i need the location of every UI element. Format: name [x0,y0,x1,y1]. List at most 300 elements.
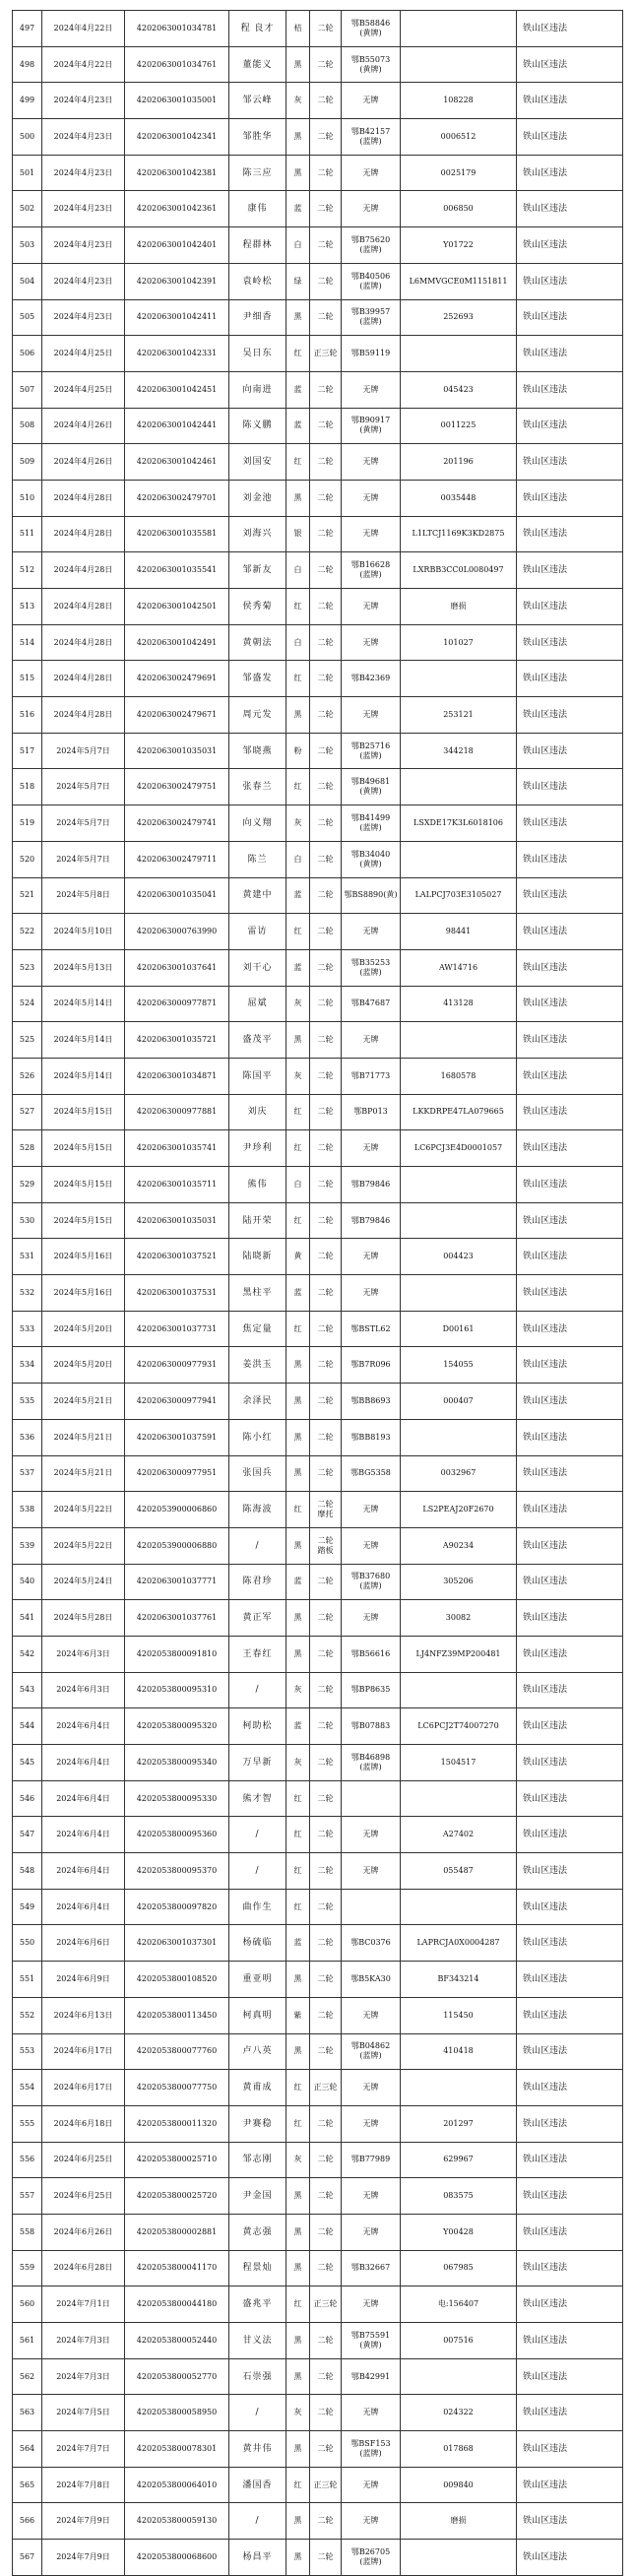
cell-owner-name: 邹胜华 [229,119,286,156]
cell-color: 黑 [286,2431,310,2468]
cell-vehicle-type: 二轮 [310,227,342,264]
cell-owner-name: 潘国香 [229,2467,286,2503]
cell-row-index: 510 [13,480,42,516]
cell-location: 铁山区违法 [517,1492,623,1528]
cell-vehicle-type: 二轮 [310,1239,342,1275]
table-row [13,1492,623,1528]
cell-location: 铁山区违法 [517,1419,623,1455]
cell-owner-name: 万早新 [229,1745,286,1781]
cell-owner-name: 黄朝法 [229,624,286,661]
cell-case-number: 4202063001042331 [125,336,229,372]
cell-plate: 鄂B25716 (蓝牌) [342,733,401,769]
cell-color: 红 [286,336,310,372]
cell-row-index: 509 [13,444,42,481]
cell-location: 铁山区违法 [517,1853,623,1890]
cell-case-number: 4202053800095330 [125,1780,229,1817]
cell-case-number: 4202063001042391 [125,263,229,299]
cell-vehicle-type: 二轮 [310,83,342,119]
cell-color: 灰 [286,1745,310,1781]
cell-frame-number [401,841,517,877]
cell-case-number: 4202063001035031 [125,733,229,769]
cell-frame-number [401,1780,517,1817]
cell-color: 红 [286,1492,310,1528]
cell-vehicle-type: 二轮 [310,1962,342,1998]
cell-vehicle-type: 二轮 [310,2323,342,2359]
cell-location: 铁山区违法 [517,1672,623,1708]
cell-owner-name: 程 良才 [229,11,286,47]
cell-location: 铁山区违法 [517,1058,623,1094]
cell-color: 蓝 [286,191,310,227]
cell-color: 黑 [286,1347,310,1384]
cell-date: 2024年5月7日 [42,805,125,842]
cell-frame-number: LS2PEAJ20F2670 [401,1492,517,1528]
cell-date: 2024年4月23日 [42,119,125,156]
cell-vehicle-type: 二轮 [310,2431,342,2468]
cell-owner-name: / [229,1527,286,1564]
cell-date: 2024年5月20日 [42,1347,125,1384]
cell-frame-number: 083575 [401,2178,517,2215]
table-row [13,2142,623,2178]
cell-frame-number: 007516 [401,2323,517,2359]
cell-plate: 无牌 [342,697,401,734]
cell-vehicle-type: 二轮 [310,1275,342,1312]
cell-case-number: 4202063002479701 [125,480,229,516]
cell-date: 2024年4月28日 [42,697,125,734]
cell-plate: 无牌 [342,1527,401,1564]
cell-owner-name: 柯助松 [229,1708,286,1745]
cell-plate: 鄂B75620 (蓝牌) [342,227,401,264]
cell-row-index: 563 [13,2395,42,2431]
cell-plate: 鄂B39957 (蓝牌) [342,299,401,336]
cell-location: 铁山区违法 [517,2250,623,2286]
cell-date: 2024年6月25日 [42,2142,125,2178]
cell-location: 铁山区违法 [517,119,623,156]
cell-location: 铁山区违法 [517,914,623,950]
cell-color: 灰 [286,1672,310,1708]
cell-color: 黑 [286,299,310,336]
cell-frame-number [401,1419,517,1455]
cell-date: 2024年4月23日 [42,83,125,119]
cell-location: 铁山区违法 [517,1962,623,1998]
cell-location: 铁山区违法 [517,805,623,842]
cell-vehicle-type: 二轮 [310,1419,342,1455]
cell-color: 黑 [286,1384,310,1420]
cell-vehicle-type: 二轮 [310,1130,342,1167]
cell-vehicle-type: 二轮 [310,1455,342,1492]
cell-color: 紫 [286,1997,310,2033]
cell-date: 2024年4月28日 [42,661,125,697]
cell-frame-number: 009840 [401,2467,517,2503]
cell-row-index: 533 [13,1311,42,1347]
cell-owner-name: 周元发 [229,697,286,734]
cell-owner-name: 邹志刚 [229,2142,286,2178]
cell-location: 铁山区违法 [517,155,623,191]
table-row [13,2395,623,2431]
table-row [13,1708,623,1745]
cell-case-number: 4202063001042491 [125,624,229,661]
cell-vehicle-type: 二轮 [310,1997,342,2033]
cell-owner-name: 康伟 [229,191,286,227]
cell-location: 铁山区违法 [517,661,623,697]
cell-vehicle-type: 二轮 [310,480,342,516]
cell-frame-number [401,1275,517,1312]
cell-date: 2024年5月14日 [42,1022,125,1059]
cell-color: 红 [286,2286,310,2323]
cell-row-index: 550 [13,1925,42,1962]
cell-owner-name: / [229,1853,286,1890]
cell-row-index: 507 [13,371,42,408]
cell-vehicle-type: 二轮 [310,697,342,734]
table-row [13,1600,623,1637]
cell-color: 红 [286,1853,310,1890]
cell-vehicle-type: 二轮 [310,2033,342,2070]
cell-case-number: 4202053800059130 [125,2503,229,2540]
cell-owner-name: 盛茂平 [229,1022,286,1059]
cell-location: 铁山区违法 [517,1094,623,1130]
table-row [13,2070,623,2106]
cell-owner-name: 熊伟 [229,1167,286,1203]
cell-vehicle-type: 二轮 [310,299,342,336]
cell-case-number: 4202063002479711 [125,841,229,877]
cell-date: 2024年7月1日 [42,2286,125,2323]
cell-plate: 鄂B58846 (黄牌) [342,11,401,47]
cell-row-index: 542 [13,1636,42,1672]
cell-frame-number [401,1022,517,1059]
cell-owner-name: 程群林 [229,227,286,264]
cell-case-number: 4202063002479751 [125,769,229,805]
cell-plate: 鄂B75591 (黄牌) [342,2323,401,2359]
cell-owner-name: 焦定量 [229,1311,286,1347]
table-row [13,1419,623,1455]
cell-color: 蓝 [286,1925,310,1962]
cell-row-index: 545 [13,1745,42,1781]
cell-row-index: 514 [13,624,42,661]
cell-owner-name: 陈海波 [229,1492,286,1528]
table-row [13,191,623,227]
cell-owner-name: 邹晓燕 [229,733,286,769]
cell-owner-name: 石崇强 [229,2358,286,2395]
cell-owner-name: 尹赛稳 [229,2105,286,2142]
cell-frame-number: 344218 [401,733,517,769]
cell-frame-number: 0025179 [401,155,517,191]
cell-plate: 鄂B79846 [342,1202,401,1239]
cell-date: 2024年5月8日 [42,877,125,914]
cell-row-index: 565 [13,2467,42,2503]
cell-owner-name: 陈兰 [229,841,286,877]
cell-case-number: 4202063001037761 [125,1600,229,1637]
cell-plate: 鄂B16628 (蓝牌) [342,552,401,589]
cell-row-index: 508 [13,408,42,444]
cell-vehicle-type: 二轮 [310,949,342,986]
cell-location: 铁山区违法 [517,2467,623,2503]
cell-date: 2024年4月23日 [42,299,125,336]
table-row [13,914,623,950]
cell-owner-name: 向义翔 [229,805,286,842]
table-row [13,877,623,914]
cell-plate: 无牌 [342,2467,401,2503]
cell-plate: 无牌 [342,1275,401,1312]
cell-row-index: 552 [13,1997,42,2033]
cell-color: 黑 [286,155,310,191]
cell-owner-name: 黄建中 [229,877,286,914]
cell-date: 2024年5月14日 [42,1058,125,1094]
cell-owner-name: 姜洪玉 [229,1347,286,1384]
table-row [13,1094,623,1130]
cell-location: 铁山区违法 [517,1997,623,2033]
cell-plate: 无牌 [342,589,401,625]
cell-vehicle-type: 二轮 [310,552,342,589]
cell-color: 黑 [286,2503,310,2540]
cell-frame-number [401,1889,517,1925]
cell-frame-number: 413128 [401,986,517,1022]
cell-plate: 无牌 [342,480,401,516]
cell-plate: 鄂B37680 (蓝牌) [342,1564,401,1600]
cell-case-number: 4202063000977881 [125,1094,229,1130]
cell-date: 2024年4月23日 [42,155,125,191]
cell-case-number: 4202063001037731 [125,1311,229,1347]
cell-vehicle-type: 二轮 [310,1636,342,1672]
cell-location: 铁山区违法 [517,444,623,481]
cell-location: 铁山区违法 [517,1889,623,1925]
table-row [13,1311,623,1347]
table-row [13,155,623,191]
cell-date: 2024年5月21日 [42,1384,125,1420]
cell-frame-number [401,336,517,372]
cell-location: 铁山区违法 [517,516,623,552]
cell-vehicle-type: 二轮 [310,661,342,697]
cell-case-number: 4202053800077750 [125,2070,229,2106]
cell-location: 铁山区违法 [517,1600,623,1637]
cell-date: 2024年6月6日 [42,1925,125,1962]
table-row [13,2503,623,2540]
cell-color: 黑 [286,1636,310,1672]
cell-vehicle-type: 二轮 [310,371,342,408]
cell-case-number: 4202053800002881 [125,2214,229,2250]
cell-vehicle-type: 二轮 [310,805,342,842]
cell-row-index: 520 [13,841,42,877]
cell-vehicle-type: 二轮 [310,155,342,191]
cell-date: 2024年5月22日 [42,1492,125,1528]
cell-owner-name: 黄井伟 [229,2431,286,2468]
table-row [13,1022,623,1059]
cell-date: 2024年4月26日 [42,408,125,444]
cell-color: 白 [286,552,310,589]
cell-owner-name: 陈国平 [229,1058,286,1094]
cell-vehicle-type: 二轮 [310,2540,342,2576]
cell-case-number: 4202063001034761 [125,46,229,83]
cell-location: 铁山区违法 [517,877,623,914]
cell-row-index: 499 [13,83,42,119]
cell-row-index: 553 [13,2033,42,2070]
cell-date: 2024年6月25日 [42,2178,125,2215]
cell-frame-number: LKKDRPE47LA079665 [401,1094,517,1130]
cell-color: 黑 [286,2250,310,2286]
cell-plate: 鄂B56616 [342,1636,401,1672]
cell-case-number: 4202053800095360 [125,1817,229,1853]
cell-date: 2024年7月9日 [42,2503,125,2540]
cell-plate: 无牌 [342,2395,401,2431]
cell-owner-name: 尹细香 [229,299,286,336]
cell-date: 2024年5月14日 [42,986,125,1022]
table-row [13,1889,623,1925]
cell-row-index: 543 [13,1672,42,1708]
cell-frame-number: 055487 [401,1853,517,1890]
cell-plate: 无牌 [342,2105,401,2142]
cell-owner-name: 熊才智 [229,1780,286,1817]
cell-frame-number: 电:156407 [401,2286,517,2323]
cell-owner-name: 重亚明 [229,1962,286,1998]
cell-date: 2024年5月21日 [42,1455,125,1492]
cell-owner-name: 杨昌平 [229,2540,286,2576]
cell-date: 2024年6月13日 [42,1997,125,2033]
cell-date: 2024年4月26日 [42,444,125,481]
cell-owner-name: 邹新友 [229,552,286,589]
cell-date: 2024年5月7日 [42,769,125,805]
cell-vehicle-type: 二轮 [310,1167,342,1203]
cell-frame-number: LJ4NFZ39MP200481 [401,1636,517,1672]
cell-frame-number [401,46,517,83]
cell-frame-number [401,769,517,805]
cell-location: 铁山区违法 [517,191,623,227]
cell-vehicle-type: 二轮 [310,877,342,914]
cell-frame-number: 024322 [401,2395,517,2431]
cell-vehicle-type: 二轮 [310,1347,342,1384]
cell-owner-name: 黄正军 [229,1600,286,1637]
cell-case-number: 4202063000977871 [125,986,229,1022]
cell-date: 2024年4月28日 [42,480,125,516]
cell-color: 蓝 [286,877,310,914]
cell-row-index: 541 [13,1600,42,1637]
cell-case-number: 4202053800108520 [125,1962,229,1998]
table-row [13,444,623,481]
cell-row-index: 504 [13,263,42,299]
cell-plate: 鄂B07883 [342,1708,401,1745]
cell-owner-name: 刘干心 [229,949,286,986]
cell-owner-name: 陈义鹏 [229,408,286,444]
cell-case-number: 4202063001035581 [125,516,229,552]
cell-frame-number: 410418 [401,2033,517,2070]
cell-plate: 鄂BSF153 (蓝牌) [342,2431,401,2468]
cell-vehicle-type: 二轮 [310,408,342,444]
cell-frame-number: A90234 [401,1527,517,1564]
cell-owner-name: 侯秀菊 [229,589,286,625]
table-row [13,1275,623,1312]
cell-row-index: 540 [13,1564,42,1600]
cell-vehicle-type: 二轮 [310,1853,342,1890]
cell-row-index: 530 [13,1202,42,1239]
cell-owner-name: 邹云峰 [229,83,286,119]
cell-location: 铁山区违法 [517,2323,623,2359]
cell-case-number: 4202053800052770 [125,2358,229,2395]
table-row [13,2323,623,2359]
cell-date: 2024年4月23日 [42,227,125,264]
cell-plate: 鄂BC0376 [342,1925,401,1962]
cell-location: 铁山区违法 [517,1817,623,1853]
cell-frame-number: 0035448 [401,480,517,516]
cell-date: 2024年4月28日 [42,624,125,661]
table-row [13,1780,623,1817]
cell-row-index: 538 [13,1492,42,1528]
cell-date: 2024年4月25日 [42,336,125,372]
cell-row-index: 560 [13,2286,42,2323]
cell-location: 铁山区违法 [517,2540,623,2576]
cell-case-number: 4202063001037301 [125,1925,229,1962]
cell-plate: 无牌 [342,914,401,950]
cell-frame-number: LAPRCJA0X0004287 [401,1925,517,1962]
cell-location: 铁山区违法 [517,1347,623,1384]
cell-frame-number: 006850 [401,191,517,227]
cell-location: 铁山区违法 [517,733,623,769]
cell-frame-number: LXRBB3CC0L0080497 [401,552,517,589]
cell-case-number: 4202053800077760 [125,2033,229,2070]
table-row [13,1455,623,1492]
cell-color: 白 [286,227,310,264]
cell-vehicle-type: 二轮 [310,2358,342,2395]
cell-vehicle-type: 二轮 [310,1708,342,1745]
cell-vehicle-type: 二轮 [310,1564,342,1600]
cell-vehicle-type: 二轮 [310,624,342,661]
cell-owner-name: 袁岭松 [229,263,286,299]
cell-row-index: 551 [13,1962,42,1998]
cell-frame-number: 磨损 [401,589,517,625]
cell-location: 铁山区违法 [517,11,623,47]
cell-frame-number: 0006512 [401,119,517,156]
cell-plate: 鄂BS8890(黄) [342,877,401,914]
cell-owner-name: 陈三应 [229,155,286,191]
cell-location: 铁山区违法 [517,697,623,734]
cell-vehicle-type: 二轮 [310,2105,342,2142]
cell-plate: 无牌 [342,2178,401,2215]
cell-color: 红 [286,2105,310,2142]
cell-frame-number: 98441 [401,914,517,950]
cell-frame-number [401,1167,517,1203]
cell-color: 黑 [286,1022,310,1059]
table-row [13,1347,623,1384]
cell-location: 铁山区违法 [517,2431,623,2468]
cell-plate: 鄂B79846 [342,1167,401,1203]
cell-owner-name: 陆晓新 [229,1239,286,1275]
cell-location: 铁山区违法 [517,1384,623,1420]
cell-frame-number: LC6PCJ3E4D0001057 [401,1130,517,1167]
cell-row-index: 564 [13,2431,42,2468]
cell-color: 红 [286,2070,310,2106]
cell-plate: 无牌 [342,1817,401,1853]
cell-plate [342,1780,401,1817]
cell-plate: 无牌 [342,516,401,552]
cell-date: 2024年7月7日 [42,2431,125,2468]
cell-color: 红 [286,661,310,697]
cell-date: 2024年6月18日 [42,2105,125,2142]
cell-location: 铁山区违法 [517,2503,623,2540]
cell-frame-number: BF343214 [401,1962,517,1998]
cell-vehicle-type: 二轮 [310,1889,342,1925]
cell-case-number: 4202063002479741 [125,805,229,842]
cell-case-number: 4202063001037531 [125,1275,229,1312]
cell-case-number: 4202053800095340 [125,1745,229,1781]
cell-vehicle-type: 二轮 [310,1058,342,1094]
cell-location: 铁山区违法 [517,1745,623,1781]
cell-frame-number: 115450 [401,1997,517,2033]
cell-case-number: 4202063001035041 [125,877,229,914]
cell-case-number: 4202053900006860 [125,1492,229,1528]
cell-case-number: 4202063000977931 [125,1347,229,1384]
cell-date: 2024年6月28日 [42,2250,125,2286]
cell-location: 铁山区违法 [517,2358,623,2395]
cell-row-index: 503 [13,227,42,264]
cell-location: 铁山区违法 [517,1636,623,1672]
cell-location: 铁山区违法 [517,1022,623,1059]
cell-plate: 鄂B71773 [342,1058,401,1094]
